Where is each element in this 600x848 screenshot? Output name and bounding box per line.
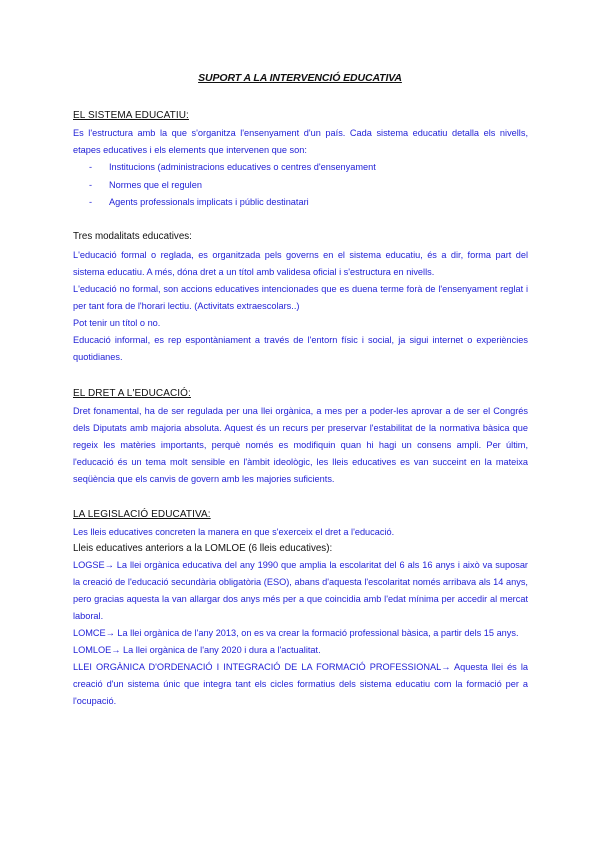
- list-item: [73, 177, 528, 195]
- paragraph-logse: LOGSE→ La llei orgànica educativa del any 1990 que amplia la escolaritat del 6 als 16 anys i això va suposar la creació de l'educació secundària obligatòria (ESO), abans d'aquesta l'escolaritat només arribava als 14 anys, pero gracias aquesta la van allargar dos anys més per a que coincidia amb l'edat mínima per accedir al mercat laboral.: [73, 560, 528, 621]
- list-item-text: Normes que el regulen: [109, 179, 202, 190]
- section-sistema-educatiu: [73, 109, 528, 212]
- paragraph-no-formal: L'educació no formal, son accions educatives intencionades que es duena terme forà de l'ensenyament reglat i per tant fora de l'horari lectiu. (Activitats extraescolars..): [73, 284, 528, 311]
- paragraph-sistema-intro: Es l'estructura amb la que s'organitza l'ensenyament d'un país. Cada sistema educatiu detalla els nivells, etapes educatives i els elements que intervenen que son:: [73, 128, 528, 155]
- heading-legislacio: LA LEGISLACIÓ EDUCATIVA:: [73, 509, 211, 520]
- dash-bullet: -: [89, 197, 93, 207]
- list-item: [73, 159, 528, 177]
- list-item: [73, 194, 528, 212]
- document-title: SUPORT A LA INTERVENCIÓ EDUCATIVA: [198, 72, 402, 84]
- paragraph-llei-fp: LLEI ORGÀNICA D'ORDENACIÓ I INTEGRACIÓ DE LA FORMACIÓ PROFESSIONAL→ Aquesta llei és la creació d'un sistema únic que integra tant els cicles formatius dels sistema educatiu com la formació per a l'ocupació.: [73, 662, 528, 706]
- list-item-text: Institucions (administracions educatives o centres d'ensenyament: [109, 162, 376, 172]
- heading-sistema-educatiu: EL SISTEMA EDUCATIU:: [73, 110, 189, 121]
- list-elements: [73, 159, 528, 212]
- dash-bullet: -: [89, 179, 93, 190]
- label-lleis-anteriors: Lleis educatives anteriors a la LOMLOE (6 lleis educatives):: [73, 543, 333, 554]
- paragraph-no-formal-titol: Pot tenir un títol o no.: [73, 318, 161, 328]
- section-modalitats: [73, 229, 528, 366]
- section-dret-educacio: [73, 387, 528, 488]
- paragraph-legislacio-intro: Les lleis educatives concreten la manera en que s'exerceix el dret a l'educació.: [73, 527, 395, 537]
- paragraph-formal: L'educació formal o reglada, es organitzada pels governs en el sistema educatiu, és a dir, forma part del sistema educatiu. A més, dóna dret a un títol amb validesa oficial i s'estructura en nivells.: [73, 250, 528, 277]
- paragraph-lomce: LOMCE→ La llei orgànica de l'any 2013, on es va crear la formació professional bàsica, a partir dels 15 anys.: [73, 628, 519, 638]
- label-modalitats: Tres modalitats educatives:: [73, 231, 192, 242]
- heading-dret-educacio: EL DRET A L'EDUCACIÓ:: [73, 388, 191, 399]
- paragraph-informal: Educació informal, es rep espontàniament a través de l'entorn físic i social, ja sigui internet o experiències quotidianes.: [73, 335, 528, 362]
- paragraph-lomloe: LOMLOE→ La llei orgànica de l'any 2020 i dura a l'actualitat.: [73, 645, 321, 655]
- section-legislacio: [73, 508, 528, 710]
- dash-bullet: -: [89, 162, 93, 172]
- list-item-text: Agents professionals implicats i públic destinatari: [109, 197, 309, 207]
- paragraph-dret: Dret fonamental, ha de ser regulada per una llei orgànica, a mes per a poder-les aprovar a de ser el Congrés dels Diputats amb majoria absoluta. Aquest és un recurs per preservar l'estabilitat de la normativa bàsica que regeix les matèries importants, perquè només es modifiquin quan hi hagi un consens ampli. Per últim, l'educació és un tema molt sensible en l'àmbit ideològic, les lleis educatives es van succeint en la mateixa seqüència que els canvis de govern amb les majories suficients.: [73, 406, 528, 484]
